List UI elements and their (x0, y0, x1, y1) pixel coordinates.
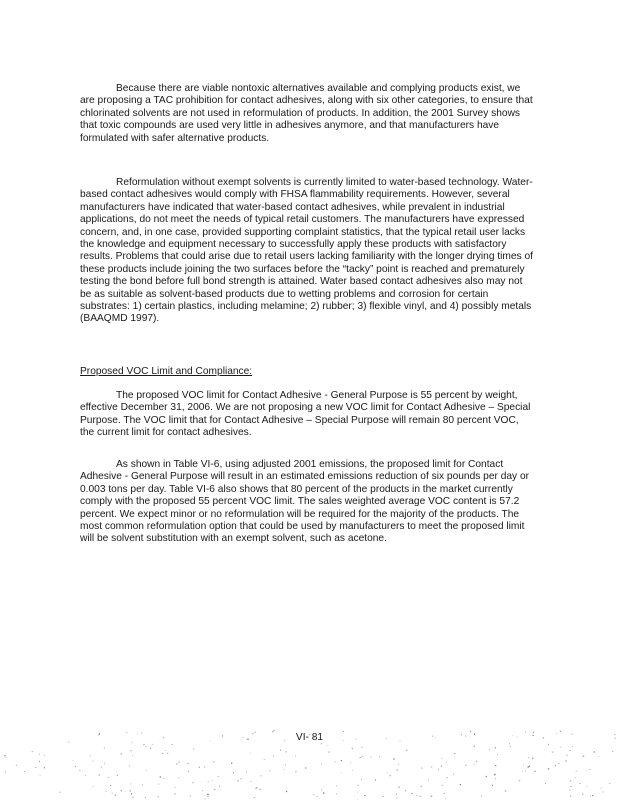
noise-dot (321, 763, 322, 764)
page-number: VI- 81 (295, 732, 324, 743)
noise-dot (445, 762, 446, 763)
noise-dot (44, 755, 45, 756)
noise-dot (115, 795, 116, 796)
noise-dot (495, 778, 496, 779)
noise-dot (121, 790, 122, 792)
noise-dot (411, 793, 412, 794)
noise-dot (492, 785, 493, 786)
paragraph-reformulation: Reformulation without exempt solvents is currently limited to water-based technology. Water-based contact adhesives would comply with FHSA flammability requirements. However, several manufacturers have indicated that water-based contact adhesives, while prevalent in industrial applications, do not meet the needs of typical retail customers. The manufacturers have expressed concern, and, in one case, provided supporting complaint statistics, that the typical retail user lacks the knowledge and equipment necessary to successfully apply these products with satisfactory results. Problems that could arise due to retail users lacking familiarity with the longer drying times of these products include joining the two surfaces before the “tacky” point is reached and prematurely testing the bond before full bond strength is attained. Water based contact adhesives also may not be as suitable as solvent-based products due to wetting problems and corrosion for certain substrates: 1) certain plastics, including melamine; 2) rubber; 3) flexible vinyl, and 4) possibly metals (BAAQMD 1997). (80, 177, 533, 325)
noise-dot (481, 796, 482, 797)
noise-dot (495, 765, 496, 766)
noise-dot (146, 770, 147, 771)
noise-dot (75, 766, 76, 767)
paragraph-proposed-limit: The proposed VOC limit for Contact Adhesive - General Purpose is 55 percent by weight, effective December 31, 2006. We are not proposing a new VOC limit for Contact Adhesive – Special Purpose. The VOC limit that for Contact Adhesive – Special Purpose will remain 80 percent VOC, the current limit for contact adhesives. (80, 390, 531, 439)
noise-dot (519, 780, 520, 781)
noise-dot (231, 763, 232, 764)
noise-dot (534, 771, 535, 772)
noise-dot (465, 765, 467, 766)
noise-dot (190, 796, 191, 797)
noise-dot (59, 792, 60, 793)
noise-dot (486, 776, 487, 777)
noise-dot (445, 798, 446, 799)
noise-dot (79, 770, 80, 771)
noise-dot (188, 763, 189, 764)
noise-dot (421, 768, 422, 769)
noise-dot (35, 767, 36, 768)
noise-dot (328, 752, 329, 753)
noise-dot (313, 794, 314, 795)
noise-dot (131, 783, 132, 784)
noise-dot (305, 767, 306, 768)
noise-dot (129, 765, 130, 766)
noise-dot (528, 757, 529, 758)
noise-dot (204, 799, 205, 800)
noise-dot (93, 786, 94, 787)
noise-dot (441, 766, 442, 767)
noise-dot (398, 786, 399, 788)
noise-dot (158, 796, 159, 797)
noise-dot (438, 769, 439, 770)
noise-dot (612, 751, 613, 752)
noise-dot (178, 777, 179, 778)
noise-dot (382, 796, 384, 797)
noise-dot (92, 761, 93, 762)
noise-dot (270, 770, 271, 771)
noise-dot (285, 765, 286, 766)
noise-dot (555, 765, 556, 766)
noise-dot (387, 772, 388, 773)
section-heading: Proposed VOC Limit and Compliance: (80, 366, 253, 377)
noise-dot (204, 767, 205, 768)
noise-dot (532, 758, 533, 759)
noise-dot (398, 764, 399, 765)
noise-dot (371, 757, 372, 758)
noise-dot (132, 797, 133, 798)
noise-dot (6, 757, 7, 758)
noise-dot (104, 763, 105, 764)
noise-dot (598, 756, 599, 757)
noise-dot (260, 789, 261, 790)
noise-dot (572, 746, 573, 747)
noise-dot (442, 758, 443, 759)
noise-dot (361, 747, 363, 748)
noise-dot (586, 786, 587, 787)
noise-dot (39, 761, 40, 762)
noise-dot (589, 769, 590, 770)
noise-dot (90, 756, 91, 757)
noise-dot (364, 795, 365, 796)
noise-dot (240, 779, 241, 780)
noise-dot (582, 794, 583, 795)
noise-dot (352, 770, 353, 771)
noise-dot (212, 781, 213, 782)
noise-dot (594, 751, 595, 753)
noise-dot (73, 760, 74, 761)
noise-dot (40, 775, 41, 776)
noise-dot (421, 786, 422, 787)
noise-dot (396, 794, 397, 795)
noise-dot (295, 756, 296, 758)
noise-dot (178, 762, 179, 763)
noise-dot (246, 771, 247, 772)
noise-dot (273, 755, 274, 756)
noise-dot (460, 784, 461, 785)
noise-dot (357, 792, 358, 793)
noise-dot (350, 762, 351, 763)
noise-dot (175, 787, 176, 788)
noise-dot (321, 790, 322, 791)
noise-dot (397, 797, 398, 798)
noise-dot (523, 771, 524, 772)
noise-dot (567, 755, 568, 756)
noise-dot (375, 779, 376, 781)
noise-dot (296, 771, 297, 772)
noise-dot (165, 750, 166, 751)
noise-dot (352, 748, 353, 750)
noise-dot (528, 766, 529, 767)
noise-dot (428, 780, 429, 781)
noise-dot (193, 782, 194, 783)
noise-dot (327, 745, 328, 746)
noise-dot (110, 785, 111, 786)
noise-dot (117, 775, 118, 776)
noise-dot (218, 776, 219, 777)
noise-dot (109, 777, 110, 778)
noise-dot (214, 761, 215, 762)
noise-dot (188, 771, 189, 772)
noise-dot (159, 784, 160, 785)
noise-dot (5, 771, 6, 772)
noise-dot (545, 783, 546, 784)
noise-dot (341, 760, 342, 761)
noise-dot (529, 766, 530, 767)
noise-dot (104, 747, 105, 748)
noise-dot (130, 791, 131, 792)
noise-dot (85, 775, 86, 776)
noise-dot (565, 760, 566, 761)
noise-dot (583, 756, 585, 758)
noise-dot (250, 753, 251, 754)
noise-dot (174, 793, 175, 794)
noise-dot (193, 749, 194, 750)
noise-dot (446, 777, 447, 778)
noise-dot (323, 792, 324, 793)
noise-dot (132, 755, 133, 756)
noise-dot (405, 790, 406, 791)
noise-dot (316, 796, 317, 797)
noise-dot (150, 748, 151, 749)
noise-dot (570, 796, 571, 797)
noise-dot (609, 783, 610, 784)
noise-dot (285, 752, 286, 753)
noise-dot (214, 789, 215, 790)
noise-dot (569, 790, 570, 791)
noise-dot (256, 787, 257, 788)
noise-dot (570, 750, 571, 751)
noise-dot (476, 761, 478, 762)
noise-dot (131, 793, 132, 794)
noise-dot (548, 768, 549, 769)
noise-dot (494, 774, 495, 776)
noise-dot (176, 763, 177, 764)
noise-dot (254, 797, 255, 798)
noise-dot (453, 774, 454, 775)
noise-dot (284, 769, 285, 770)
noise-dot (142, 785, 143, 786)
noise-dot (497, 754, 498, 755)
noise-dot (145, 797, 146, 798)
noise-dot (125, 791, 126, 792)
noise-dot (219, 786, 220, 787)
noise-dot (208, 781, 209, 782)
noise-dot (416, 795, 417, 796)
noise-dot (592, 795, 593, 796)
noise-dot (336, 785, 337, 786)
noise-dot (360, 757, 361, 758)
noise-dot (160, 777, 161, 778)
noise-dot (336, 794, 337, 795)
noise-dot (101, 767, 102, 768)
noise-dot (105, 791, 107, 792)
noise-dot (172, 744, 173, 745)
noise-dot (233, 772, 234, 773)
noise-dot (489, 749, 490, 750)
noise-dot (570, 780, 571, 781)
noise-dot (552, 752, 553, 753)
noise-dot (474, 764, 475, 765)
noise-dot (250, 781, 251, 782)
noise-dot (362, 756, 363, 757)
noise-dot (560, 747, 561, 748)
noise-dot (32, 751, 33, 752)
noise-dot (397, 770, 398, 771)
noise-dot (44, 767, 45, 768)
noise-dot (4, 755, 5, 756)
noise-dot (199, 767, 200, 768)
noise-dot (207, 794, 209, 796)
noise-dot (280, 750, 281, 751)
paragraph-table-vi6: As shown in Table VI-6, using adjusted 2001 emissions, the proposed limit for Contact Adhesive - General Purpose will result in an estimated emissions reduction of six pounds per day or 0.003 tons per day. Table VI-6 also shows that 80 percent of the products in the market currently comply with the proposed 55 percent VOC limit. The sales weighted average VOC content is 57.2 percent. We expect minor or no reformulation will be required for the majority of the products. The most common reformulation option that could be used by manufacturers to meet the proposed limit will be solvent substitution with an exempt solvent, such as acetone. (80, 459, 530, 545)
noise-dot (202, 791, 203, 792)
noise-dot (406, 750, 408, 751)
noise-dot (474, 746, 475, 747)
noise-dot (145, 746, 146, 747)
noise-dot (495, 747, 496, 748)
noise-dot (420, 796, 421, 797)
noise-dot (361, 779, 362, 780)
noise-dot (510, 746, 511, 747)
noise-dot (264, 759, 265, 760)
noise-dot (261, 775, 262, 776)
noise-dot (99, 774, 100, 775)
noise-dot (334, 761, 335, 762)
noise-dot (431, 796, 433, 797)
paragraph-tac-prohibition: Because there are viable nontoxic alternatives available and complying products exist, we are proposing a TAC prohibition for contact adhesives, along with six other categories, to ensure that chlorinated solvents are not used in reformulation of products. In addition, the 2001 Survey shows that toxic compounds are used very little in adhesives anymore, and that manufacturers have formulated with safer alternative products. (80, 83, 533, 144)
noise-dot (207, 796, 208, 797)
noise-dot (558, 763, 560, 764)
noise-dot (121, 753, 122, 754)
noise-dot (16, 765, 17, 766)
noise-dot (286, 791, 287, 792)
noise-dot (167, 753, 168, 755)
noise-dot (444, 793, 445, 794)
noise-dot (24, 771, 25, 772)
noise-dot (431, 767, 432, 768)
noise-dot (162, 753, 163, 754)
noise-dot (39, 754, 40, 755)
noise-dot (393, 758, 394, 760)
noise-dot (273, 730, 275, 731)
noise-dot (590, 795, 591, 796)
noise-dot (131, 750, 132, 751)
noise-dot (358, 785, 359, 786)
noise-dot (576, 771, 577, 772)
noise-dot (525, 771, 526, 772)
noise-dot (390, 775, 391, 776)
noise-dot (505, 790, 507, 792)
noise-dot (579, 783, 581, 784)
noise-dot (237, 780, 238, 781)
noise-dot (112, 793, 113, 794)
noise-dot (442, 785, 443, 786)
noise-dot (164, 778, 165, 779)
noise-dot (570, 786, 572, 787)
noise-dot (454, 753, 455, 754)
scan-noise (0, 700, 619, 800)
noise-dot (341, 773, 342, 774)
noise-dot (379, 756, 380, 757)
noise-dot (601, 788, 602, 789)
noise-dot (144, 744, 145, 745)
noise-dot (523, 765, 524, 766)
noise-dot (575, 777, 576, 778)
noise-dot (603, 792, 604, 793)
